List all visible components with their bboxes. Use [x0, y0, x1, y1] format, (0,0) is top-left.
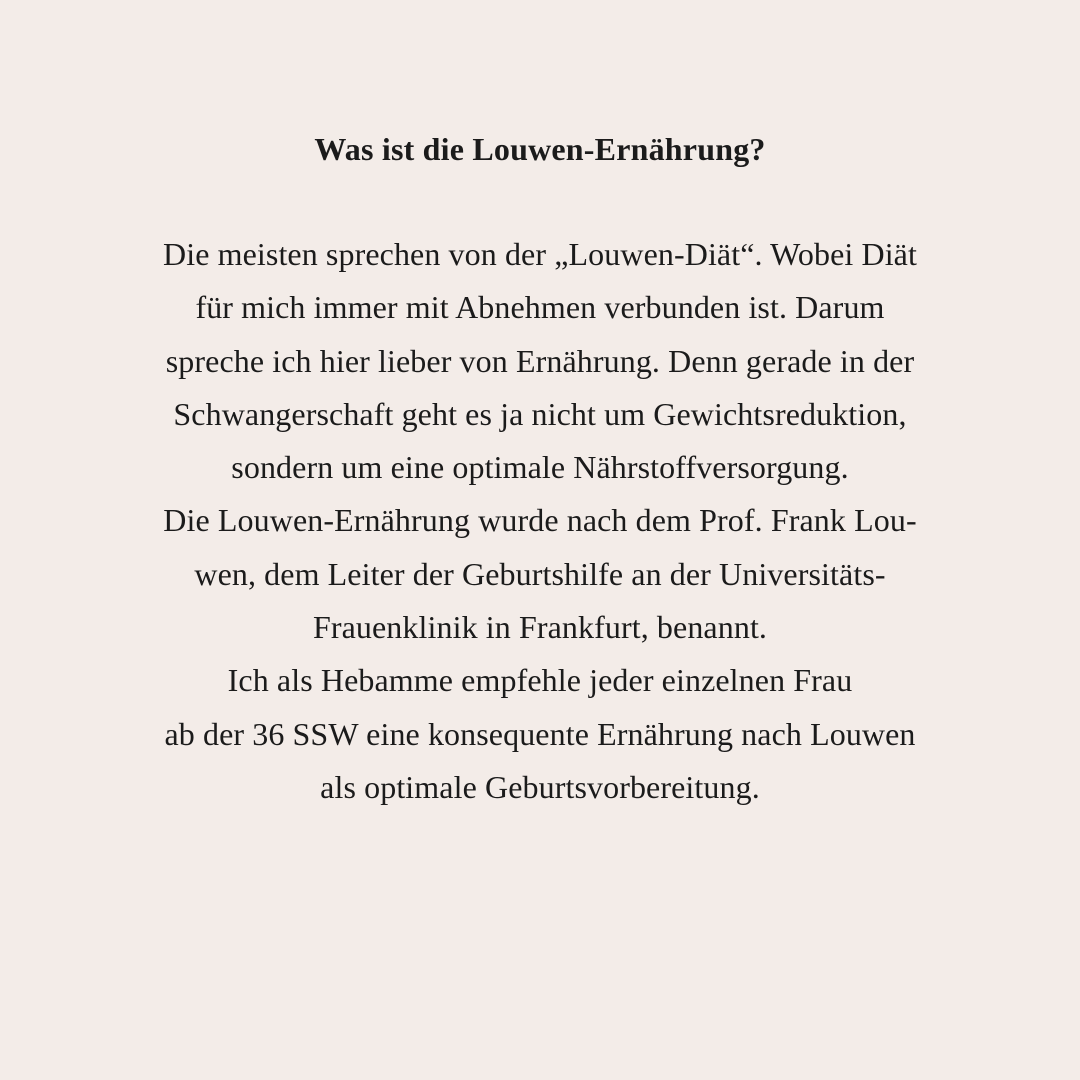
text-line: spreche ich hier lieber von Ernährung. Denn gerade in der — [165, 342, 915, 379]
text-line: für mich immer mit Abnehmen verbunden ist. Darum — [195, 289, 885, 326]
body-text — [60, 228, 1020, 814]
page-title: Was ist die Louwen-Ernährung? — [314, 131, 766, 167]
text-line: ab der 36 SSW eine konsequente Ernährung nach Louwen — [164, 715, 916, 752]
text-line: Die meisten sprechen von der „Louwen-Diät“. Wobei Diät — [163, 236, 917, 272]
text-line: wen, dem Leiter der Geburtshilfe an der Universitäts- — [194, 555, 886, 592]
text-line: als optimale Geburtsvorbereitung. — [320, 768, 760, 805]
text-line: Ich als Hebamme empfehle jeder einzelnen Frau — [227, 662, 853, 699]
text-line: Frauenklinik in Frankfurt, benannt. — [312, 609, 768, 646]
text-line: sondern um eine optimale Nährstoffversorgung. — [231, 449, 849, 486]
text-line: Schwangerschaft geht es ja nicht um Gewichtsreduktion, — [173, 395, 907, 432]
text-line: Die Louwen-Ernährung wurde nach dem Prof. Frank Lou- — [163, 502, 917, 539]
